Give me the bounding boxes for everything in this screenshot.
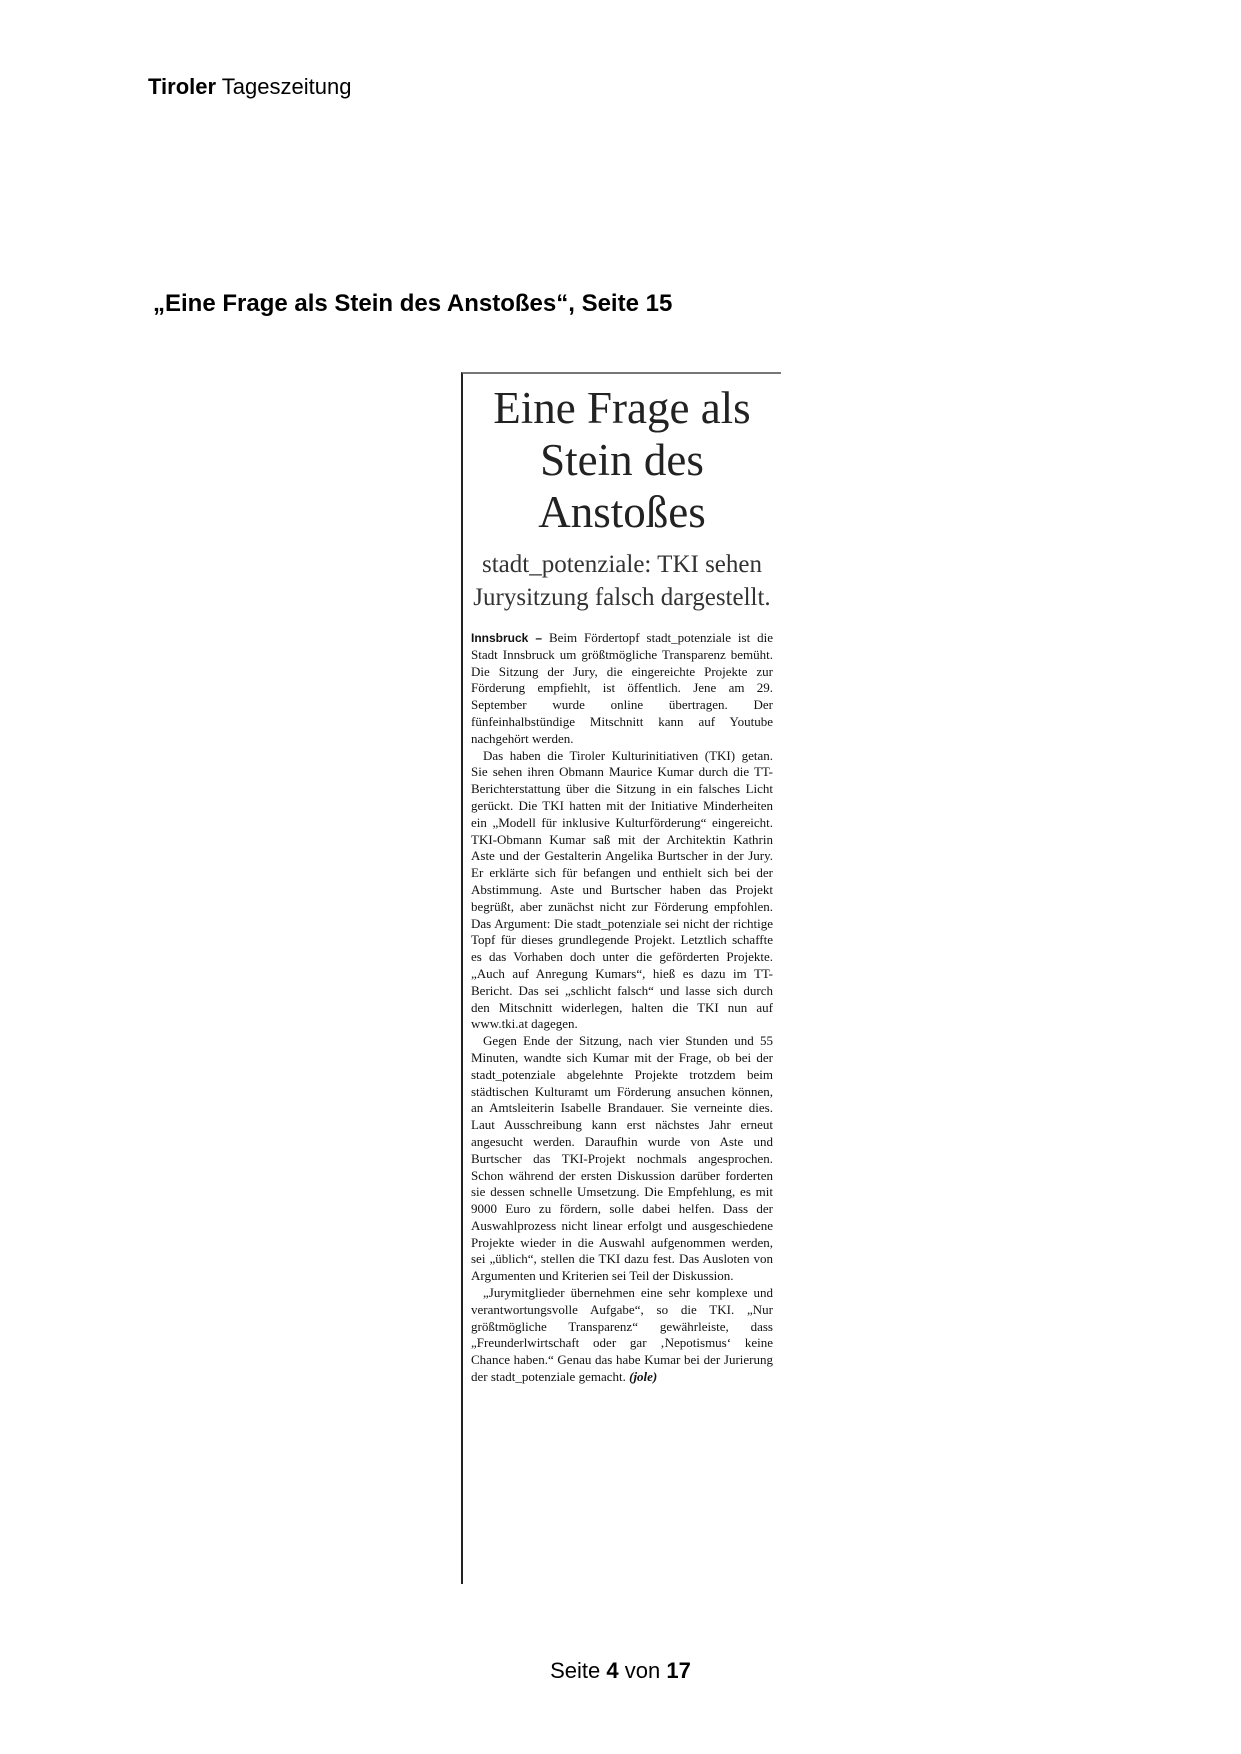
newspaper-clipping: [461, 372, 781, 1584]
article-paragraph-text: Beim Fördertopf stadt_potenziale ist die Stadt Innsbruck um größtmögliche Transparenz bemüht. Die Sitzung der Jury, die eingereichte Projekte zur Förderung empfiehlt, ist öffentlich. Jene am 29. September wurde online übertragen. Der fünfeinhalbstündige Mitschnitt kann auf Youtube nachgehört werden.: [471, 630, 774, 746]
article-dateline: Innsbruck –: [471, 631, 543, 645]
article-headline: Eine Frage als Stein des Anstoßes: [493, 383, 751, 537]
article-paragraph: Das haben die Tiroler Kulturinitiativen (TKI) getan. Sie sehen ihren Obmann Maurice Kumar durch die TT-Berichterstattung über die Sitzung in ein falsches Licht gerückt. Die TKI hatten mit der Initiative Minderheiten ein „Modell für inklusive Kulturförderung“ eingereicht. TKI-Obmann Kumar saß mit der Architektin Kathrin Aste und der Gestalterin Angelika Burtscher in der Jury. Er erklärte sich für befangen und enthielt sich bei der Abstimmung. Aste und Burtscher haben das Projekt begrüßt, aber zunächst nicht zur Förderung empfohlen. Das Argument: Die stadt_potenziale sei nicht der richtige Topf für dieses grundlegende Projekt. Letztlich schaffte es das Vorhaben doch unter die geförderten Projekte. „Auch auf Anregung Kumars“, hieß es dazu im TT-Bericht. Das sei „schlicht falsch“ und lasse sich durch den Mitschnitt widerlegen, halten die TKI nun auf www.tki.at dagegen.: [471, 747, 773, 1032]
publication-name-bold: Tiroler: [148, 74, 217, 99]
article-paragraph: [471, 1285, 773, 1386]
author-signature: (jole): [629, 1369, 658, 1385]
article-reference-title: „Eine Frage als Stein des Anstoßes“, Seite 15: [153, 290, 673, 317]
article-paragraph: [471, 630, 773, 748]
publication-header: [148, 72, 351, 102]
total-pages: 17: [666, 1658, 691, 1683]
article-body: [471, 630, 773, 1386]
publication-name-regular: Tageszeitung: [221, 74, 352, 99]
article-paragraph-text: „Jurymitglieder übernehmen eine sehr komplexe und verantwortungsvolle Aufgabe“, so die TKI. „Nur größtmögliche Transparenz“ gewährleiste, dass „Freunderlwirtschaft oder gar ‚Nepotismus‘ keine Chance haben.“ Genau das habe Kumar bei der Jurierung der stadt_potenziale gemacht.: [471, 1285, 773, 1385]
page-number-footer: [0, 1656, 1241, 1686]
current-page: 4: [606, 1658, 619, 1683]
page-label: Seite: [550, 1658, 601, 1683]
article-paragraph: Gegen Ende der Sitzung, nach vier Stunden und 55 Minuten, wandte sich Kumar mit der Frage, ob bei der stadt_potenziale abgelehnte Projekte trotzdem beim städtischen Kulturamt um Förderung ansuchen können, an Amtsleiterin Isabelle Brandauer. Sie verneinte dies. Laut Ausschreibung kann erst nächstes Jahr erneut angesucht werden. Daraufhin wurde von Aste und Burtscher das TKI-Projekt nochmals angesprochen. Schon während der ersten Diskussion darüber forderten sie dessen schnelle Umsetzung. Die Empfehlung, es mit 9000 Euro zu fördern, solle dabei helfen. Dass der Auswahlprozess nicht linear erfolgt und ausgeschiedene Projekte wieder in die Auswahl aufgenommen werden, sei „üblich“, stellen die TKI dazu fest. Das Ausloten von Argumenten und Kriterien sei Teil der Diskussion.: [471, 1033, 773, 1284]
page-of-label: von: [624, 1658, 661, 1683]
article-subheadline: stadt_potenziale: TKI sehen Jurysitzung falsch dargestellt.: [473, 551, 771, 611]
